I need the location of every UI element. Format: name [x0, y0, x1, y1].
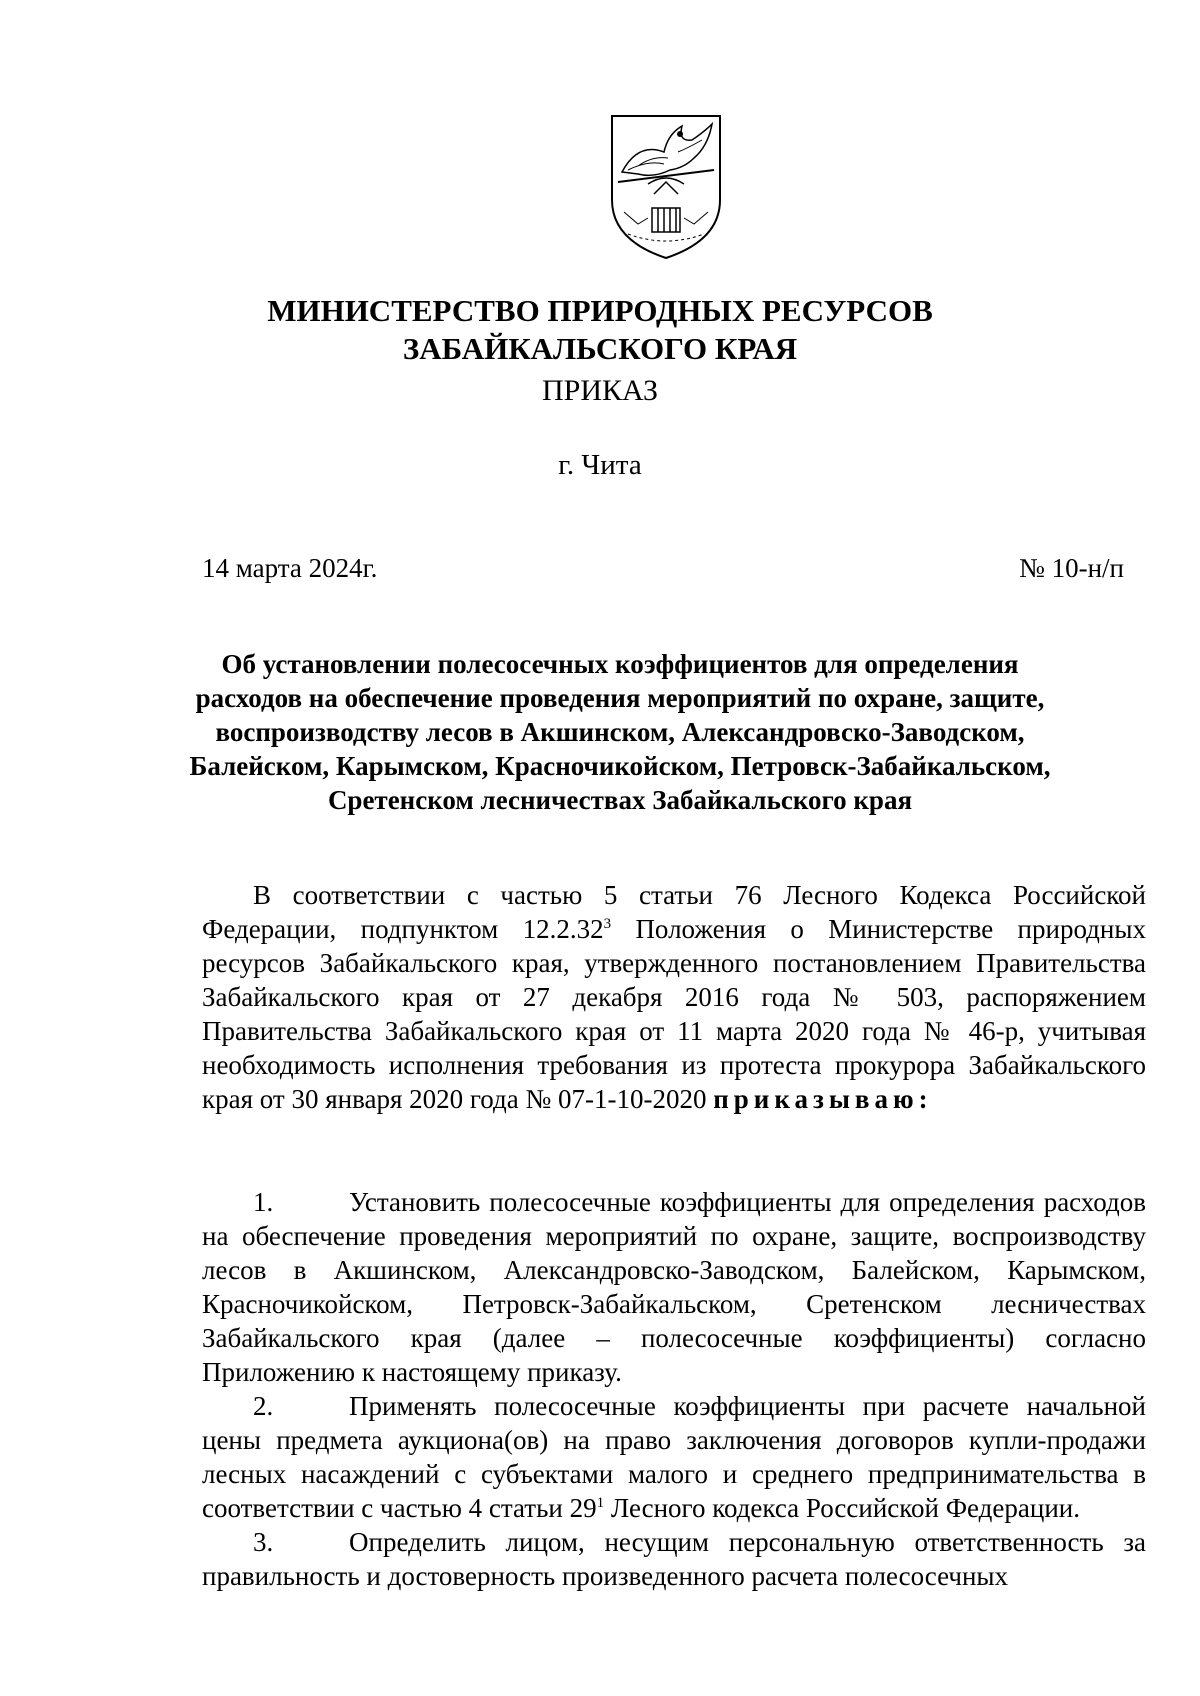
document-number: № 10-н/п: [1019, 553, 1124, 583]
item-text-continued: Лесного кодекса Российской Федерации.: [604, 1493, 1080, 1523]
preamble-superscript: 3: [603, 916, 612, 932]
ministry-line-2: ЗАБАЙКАЛЬСКОГО КРАЯ: [402, 331, 798, 366]
heading-line: воспроизводству лесов в Акшинском, Александровско-Заводском,: [215, 717, 1025, 747]
item-superscript: 1: [596, 1495, 605, 1511]
preamble-text: В соответствии с частью 5 статьи 76 Лесного Кодекса Российской Федерации, подпунктом 12.2.32: [202, 880, 1146, 944]
ministry-name: [0, 292, 1200, 368]
order-item: [202, 1389, 1146, 1525]
item-number: 1.: [253, 1187, 274, 1217]
preamble-text-continued: Положения о Министерстве природных ресурсов Забайкальского края, утвержденного постановлением Правительства Забайкальского края от 27 декабря 2016 года № 503, распоряжением Правительства Забайкальского края от 11 марта 2020 года № 46-р, учитывая необходимость исполнения требования из протеста прокурора Забайкальского края от 30 января 2020 года № 07-1-10-2020: [202, 914, 1146, 1114]
order-items: [202, 1185, 1146, 1593]
coat-of-arms-icon: [608, 112, 724, 260]
heading-line: Балейском, Карымском, Красночикойском, Петровск-Забайкальском,: [189, 751, 1051, 781]
preamble-paragraph: [202, 878, 1146, 1116]
item-number: 3.: [253, 1527, 274, 1557]
item-text: Применять полесосечные коэффициенты при расчете начальной цены предмета аукциона(ов) на право заключения договоров купли-продажи лесных насаждений с субъектами малого и среднего предпринимательства в соответствии с частью 4 статьи 29: [202, 1391, 1146, 1523]
order-word: приказываю:: [713, 1084, 933, 1114]
document-date: 14 марта 2024г.: [202, 553, 378, 583]
heading-line: Сретенском лесничествах Забайкальского края: [327, 785, 913, 815]
city: г. Чита: [558, 449, 642, 481]
preamble: [202, 878, 1146, 1116]
item-text: Определить лицом, несущим персональную ответственность за правильность и достоверность произведенного расчета полесосечных: [202, 1527, 1146, 1591]
heading-line: расходов на обеспечение проведения мероприятий по охране, защите,: [195, 683, 1045, 713]
order-item: [202, 1525, 1146, 1593]
document-type: ПРИКАЗ: [542, 374, 658, 407]
item-text: Установить полесосечные коэффициенты для определения расходов на обеспечение проведения мероприятий по охране, защите, воспроизводству лесов в Акшинском, Александровско-Заводском, Балейском, Карымском, Красночикойском, Петровск-Забайкальском, Сретенском лесничествах Забайкальского края (далее – полесосечные коэффициенты) согласно Приложению к настоящему приказу.: [202, 1187, 1146, 1387]
item-number: 2.: [253, 1391, 274, 1421]
document-heading: [120, 647, 1120, 817]
order-item: [202, 1185, 1146, 1389]
ministry-line-1: МИНИСТЕРСТВО ПРИРОДНЫХ РЕСУРСОВ: [267, 293, 933, 328]
heading-line: Об установлении полесосечных коэффициентов для определения: [221, 649, 1019, 679]
